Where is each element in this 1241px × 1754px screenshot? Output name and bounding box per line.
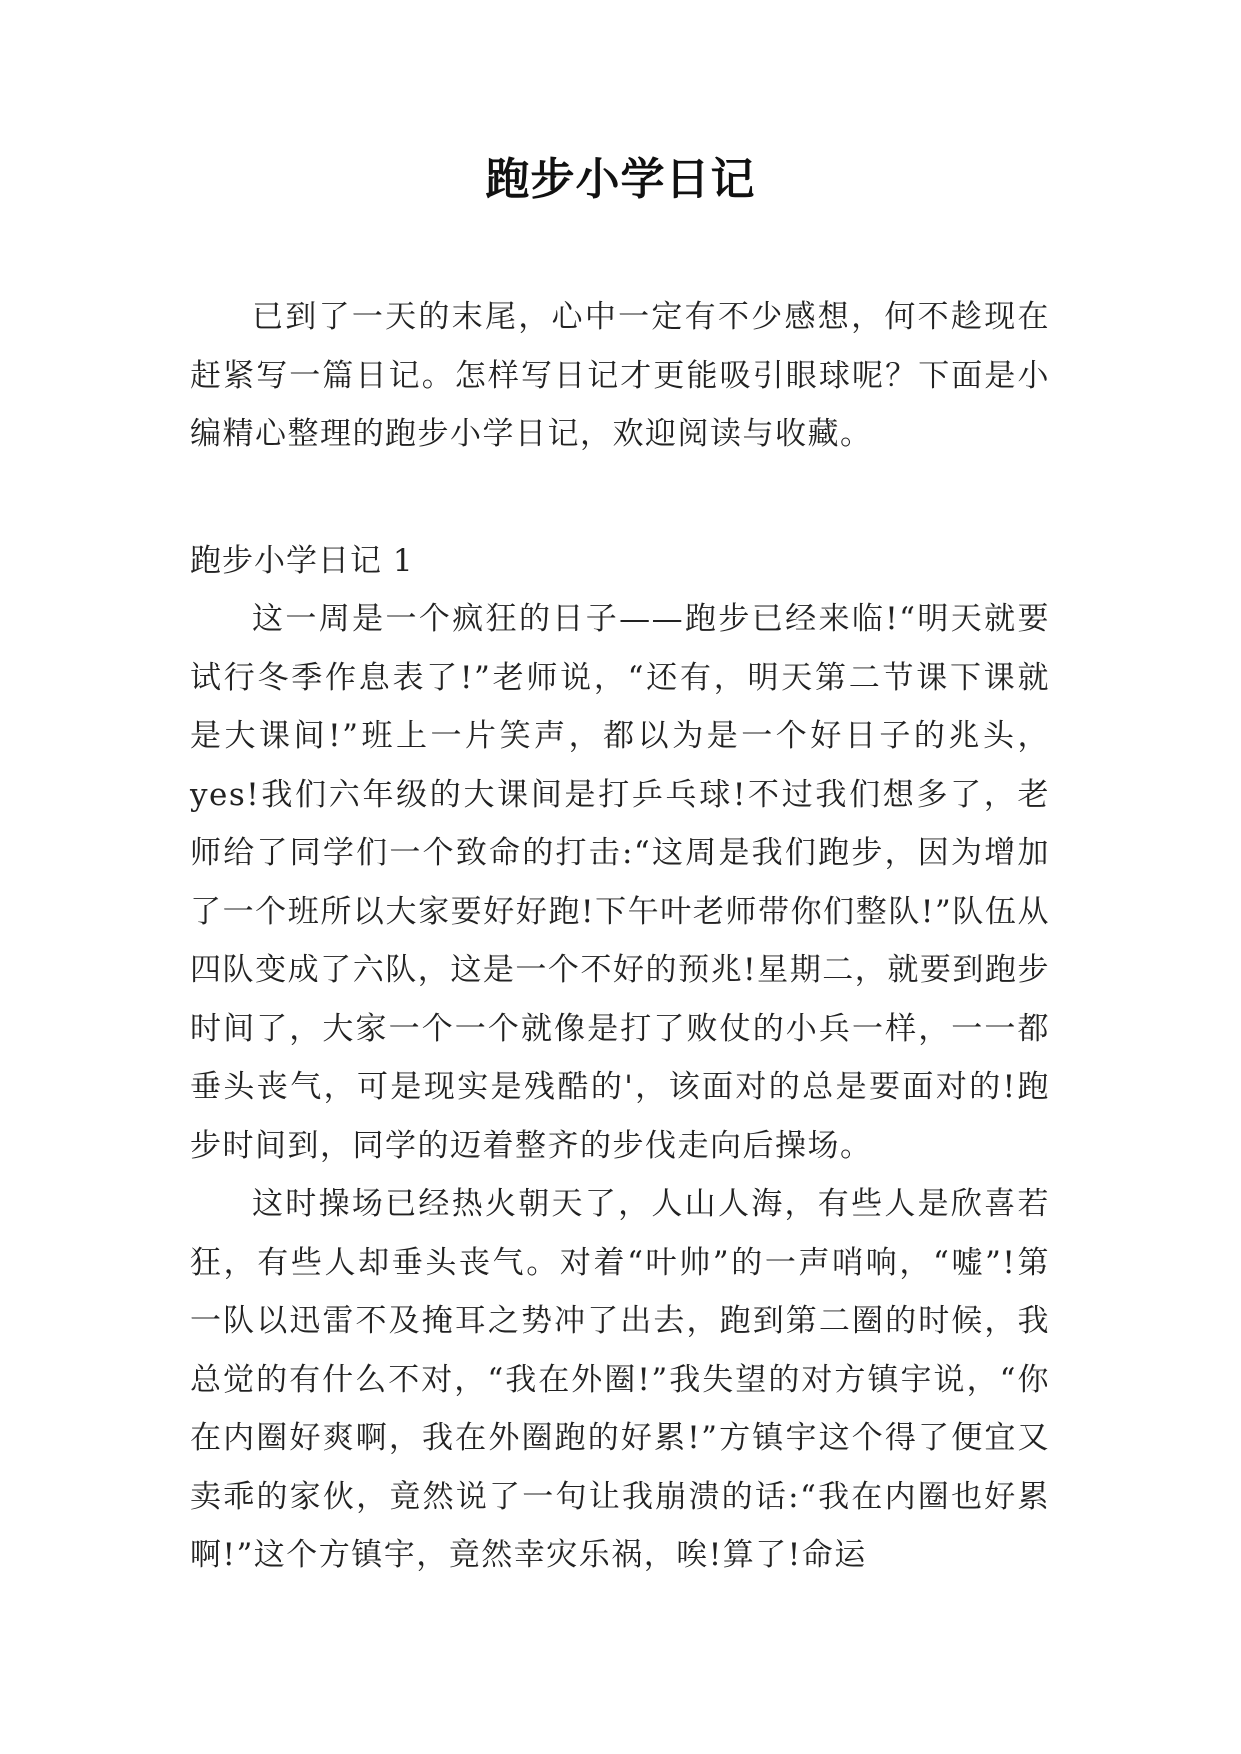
body-paragraph-2: 这时操场已经热火朝天了，人山人海，有些人是欣喜若狂，有些人却垂头丧气。对着“叶帅”的一声哨响，“嘘”!第一队以迅雷不及掩耳之势冲了出去，跑到第二圈的时候，我总觉的有什么不对，“我在外圈!”我失望的对方镇宇说，“你在内圈好爽啊，我在外圈跑的好累!”方镇宇这个得了便宜又卖乖的家伙，竟然说了一句让我崩溃的话:“我在内圈也好累啊!”这个方镇宇，竟然幸灾乐祸，唉!算了!命运 bbox=[190, 1186, 1050, 1573]
body-paragraph-1: 这一周是一个疯狂的日子——跑步已经来临!“明天就要试行冬季作息表了!”老师说，“还有，明天第二节课下课就是大课间!”班上一片笑声，都以为是一个好日子的兆头，yes!我们六年级的大课间是打乒乓球!不过我们想多了，老师给了同学们一个致命的打击:“这周是我们跑步，因为增加了一个班所以大家要好好跑!下午叶老师带你们整队!”队伍从四队变成了六队，这是一个不好的预兆!星期二，就要到跑步时间了，大家一个一个就像是打了败仗的小兵一样，一一都垂头丧气，可是现实是残酷的'，该面对的总是要面对的!跑步时间到，同学的迈着整齐的步伐走向后操场。 bbox=[190, 601, 1050, 1164]
intro-paragraph: 已到了一天的末尾，心中一定有不少感想，何不趁现在赶紧写一篇日记。怎样写日记才更能吸引眼球呢？下面是小编精心整理的跑步小学日记，欢迎阅读与收藏。 bbox=[190, 299, 1050, 452]
document-title: 跑步小学日记 bbox=[485, 154, 756, 205]
section-heading: 跑步小学日记 1 bbox=[190, 542, 414, 579]
document-body bbox=[190, 288, 1050, 1585]
